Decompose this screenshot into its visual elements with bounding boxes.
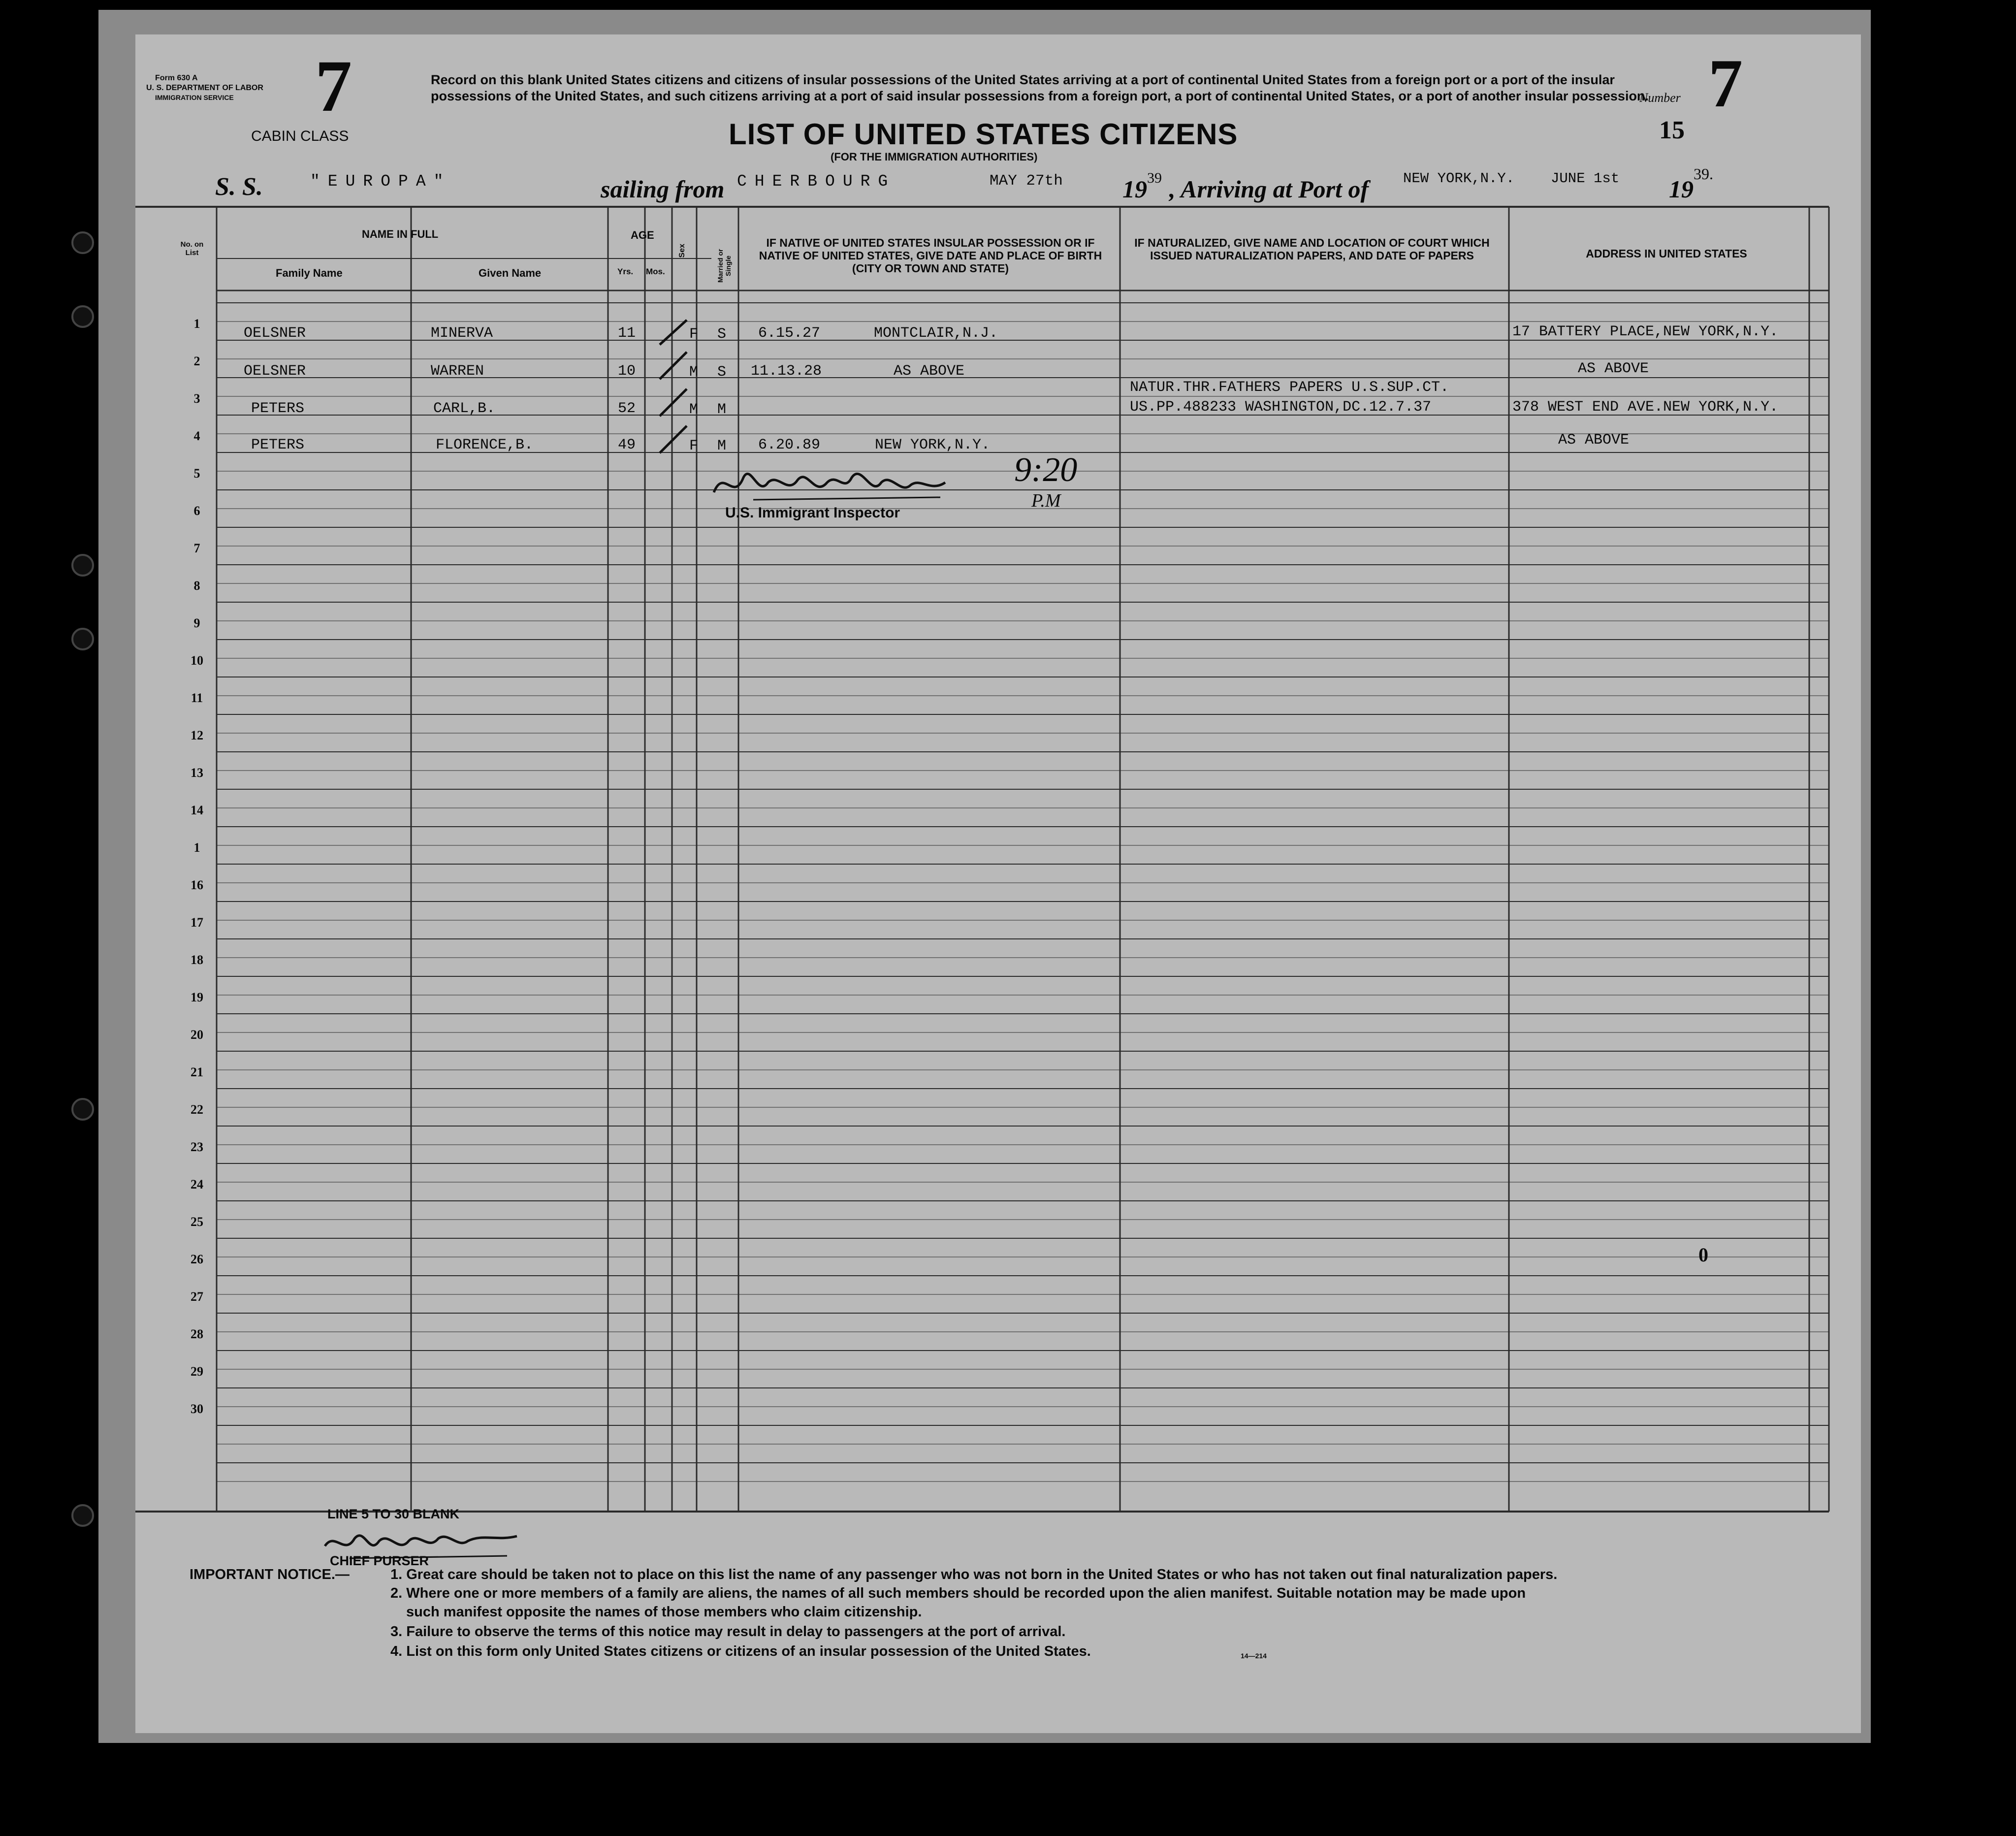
header-given-name: Given Name (479, 267, 542, 279)
blank-lines-note: LINE 5 TO 30 BLANK (327, 1507, 460, 1521)
page-number: 15 (1659, 116, 1685, 144)
row-1-marital: S (717, 326, 727, 343)
punch-hole (71, 1504, 94, 1527)
row-number: 5 (193, 466, 200, 481)
row-3-age: 52 (618, 400, 636, 417)
row-1-age: 11 (618, 325, 636, 342)
header-native: IF NATIVE OF UNITED STATES INSULAR POSSESSION OR IF NATIVE OF UNITED STATES, GIVE DATE AND PLACE OF BIRTH (CITY OR TOWN AND STATE) (759, 236, 1102, 275)
inspection-time-suffix: P.M (1031, 490, 1061, 511)
instructions-text: Record on this blank United States citizens and citizens of insular possessions of the United States arriving at a port of continental United States from a foreign port or a port of the insular possessions of the United States, and such citizens arriving at a port of said insular possessions from a foreign port, a port of continental United States, or a port of another insular possession. (431, 72, 1649, 103)
row-number: 1 (193, 840, 200, 855)
header-married-single: Married or Single (716, 249, 732, 283)
row-number: 14 (191, 803, 203, 817)
row-2-birth-place: AS ABOVE (894, 363, 965, 380)
row-number: 27 (191, 1289, 203, 1304)
inspector-title: U.S. Immigrant Inspector (725, 505, 900, 521)
notice-item-2b: such manifest opposite the names of those members who claim citizenship. (406, 1604, 922, 1620)
row-number: 13 (191, 766, 203, 780)
row-number: 29 (191, 1364, 203, 1379)
row-number: 9 (193, 616, 200, 630)
arrival-port: NEW YORK,N.Y. (1403, 170, 1515, 187)
stray-mark: 0 (1698, 1244, 1708, 1266)
printer-code: 14—214 (1241, 1652, 1267, 1660)
notice-item-4: 4. List on this form only United States citizens or citizens of an insular possession of the United States. (390, 1643, 1091, 1659)
row-4-birth-place: NEW YORK,N.Y. (875, 437, 991, 453)
service-label: IMMIGRATION SERVICE (155, 94, 234, 101)
ship-name: "EUROPA" (310, 172, 451, 191)
row-number: 11 (191, 691, 203, 705)
header-family-name: Family Name (276, 267, 343, 279)
department-label: U. S. DEPARTMENT OF LABOR (146, 84, 263, 92)
ss-label: S. S. (215, 173, 263, 201)
inspection-time: 9:20 (1014, 451, 1078, 489)
row-number: 20 (191, 1028, 203, 1042)
row-1-sex: F (689, 326, 699, 343)
row-2-birth-date: 11.13.28 (751, 363, 822, 380)
row-number: 23 (191, 1140, 203, 1154)
row-3-address: 378 WEST END AVE.NEW YORK,N.Y. (1512, 399, 1779, 416)
row-2-age: 10 (618, 363, 636, 380)
punch-hole (71, 554, 94, 577)
row-number: 1 (193, 317, 200, 331)
row-3-naturalization-2: US.PP.488233 WASHINGTON,DC.12.7.37 (1130, 399, 1432, 416)
row-4-marital: M (717, 438, 727, 454)
manifest-sheet (135, 34, 1861, 1733)
row-2-address: AS ABOVE (1578, 360, 1649, 377)
punch-hole (71, 628, 94, 650)
row-4-sex: F (689, 438, 699, 454)
arriving-label: , Arriving at Port of (1169, 175, 1369, 203)
header-naturalized: IF NATURALIZED, GIVE NAME AND LOCATION OF COURT WHICH ISSUED NATURALIZATION PAPERS, AND DATE OF PAPERS (1134, 236, 1490, 262)
row-2-given: WARREN (431, 363, 484, 380)
row-4-address: AS ABOVE (1558, 432, 1630, 449)
form-number: Form 630 A (155, 74, 198, 82)
header-sex: Sex (678, 244, 686, 258)
row-1-birth-date: 6.15.27 (758, 325, 821, 342)
row-1-birth-place: MONTCLAIR,N.J. (874, 325, 998, 342)
row-4-family: PETERS (251, 437, 305, 453)
header-no-on-list: No. on List (180, 240, 204, 257)
row-number: 24 (191, 1177, 203, 1192)
row-4-birth-date: 6.20.89 (758, 437, 821, 453)
header-name-in-full: NAME IN FULL (362, 228, 439, 240)
year-prefix-1: 19 (1122, 175, 1147, 203)
row-number: 6 (193, 504, 200, 518)
row-number: 26 (191, 1252, 203, 1266)
manifest-grid (135, 34, 1861, 1733)
row-4-given: FLORENCE,B. (436, 437, 534, 453)
row-2-marital: S (717, 364, 727, 381)
notice-item-1: 1. Great care should be taken not to place on this list the name of any passenger who was not born in the United States or who has not taken out final naturalization papers. (390, 1567, 1558, 1582)
notice-item-3: 3. Failure to observe the terms of this notice may result in delay to passengers at the port of arrival. (390, 1624, 1066, 1640)
row-number: 30 (191, 1402, 203, 1416)
year-1: 39 (1147, 170, 1162, 186)
row-number: 2 (193, 354, 200, 368)
year-2: 39. (1694, 165, 1713, 183)
row-3-sex: M (689, 401, 699, 418)
header-address: ADDRESS IN UNITED STATES (1586, 247, 1747, 260)
row-3-given: CARL,B. (433, 400, 496, 417)
row-1-family: OELSNER (244, 325, 306, 342)
row-number: 12 (191, 728, 203, 742)
header-yrs: Yrs. (617, 267, 634, 276)
punch-hole (71, 305, 94, 328)
number-value: 7 (1708, 45, 1743, 122)
inspector-signature (704, 458, 1009, 512)
notice-item-2a: 2. Where one or more members of a family are aliens, the names of all such members should be recorded upon the alien manifest. Suitable notation may be made upon (390, 1585, 1526, 1601)
row-2-sex: M (689, 364, 699, 381)
row-number: 18 (191, 953, 203, 967)
tick-marks (650, 315, 729, 478)
punch-hole (71, 231, 94, 254)
row-4-age: 49 (618, 437, 636, 453)
cabin-class-label: CABIN CLASS (251, 128, 349, 144)
page-title: LIST OF UNITED STATES CITIZENS (729, 118, 1238, 151)
row-number: 4 (193, 429, 200, 443)
sailing-from-label: sailing from (601, 175, 725, 203)
row-3-marital: M (717, 401, 727, 418)
row-number: 8 (193, 579, 200, 593)
sailing-date: MAY 27th (990, 172, 1063, 190)
row-number: 17 (191, 915, 203, 930)
row-3-family: PETERS (251, 400, 305, 417)
row-number: 21 (191, 1065, 203, 1079)
year-prefix-2: 19 (1669, 175, 1694, 203)
important-notice-label: IMPORTANT NOTICE.— (190, 1567, 350, 1582)
row-number: 7 (193, 541, 200, 555)
punch-hole (71, 1098, 94, 1121)
departure-port: CHERBOURG (737, 172, 896, 191)
row-number: 10 (191, 653, 203, 668)
row-1-given: MINERVA (431, 325, 493, 342)
form-big-number: 7 (315, 45, 352, 127)
number-label: Number (1639, 91, 1681, 105)
header-mos: Mos. (646, 267, 665, 276)
header-age: AGE (631, 229, 654, 241)
row-number: 3 (193, 391, 200, 406)
page-subtitle: (FOR THE IMMIGRATION AUTHORITIES) (831, 151, 1038, 163)
purser-label: CHIEF PURSER (330, 1553, 429, 1568)
row-number: 25 (191, 1215, 203, 1229)
row-1-address: 17 BATTERY PLACE,NEW YORK,N.Y. (1512, 323, 1779, 340)
row-number: 22 (191, 1102, 203, 1117)
row-2-family: OELSNER (244, 363, 306, 380)
row-number: 19 (191, 990, 203, 1004)
row-3-naturalization-1: NATUR.THR.FATHERS PAPERS U.S.SUP.CT. (1130, 379, 1449, 396)
arrival-date: JUNE 1st (1551, 170, 1620, 187)
row-number: 28 (191, 1327, 203, 1341)
row-number: 16 (191, 878, 203, 892)
